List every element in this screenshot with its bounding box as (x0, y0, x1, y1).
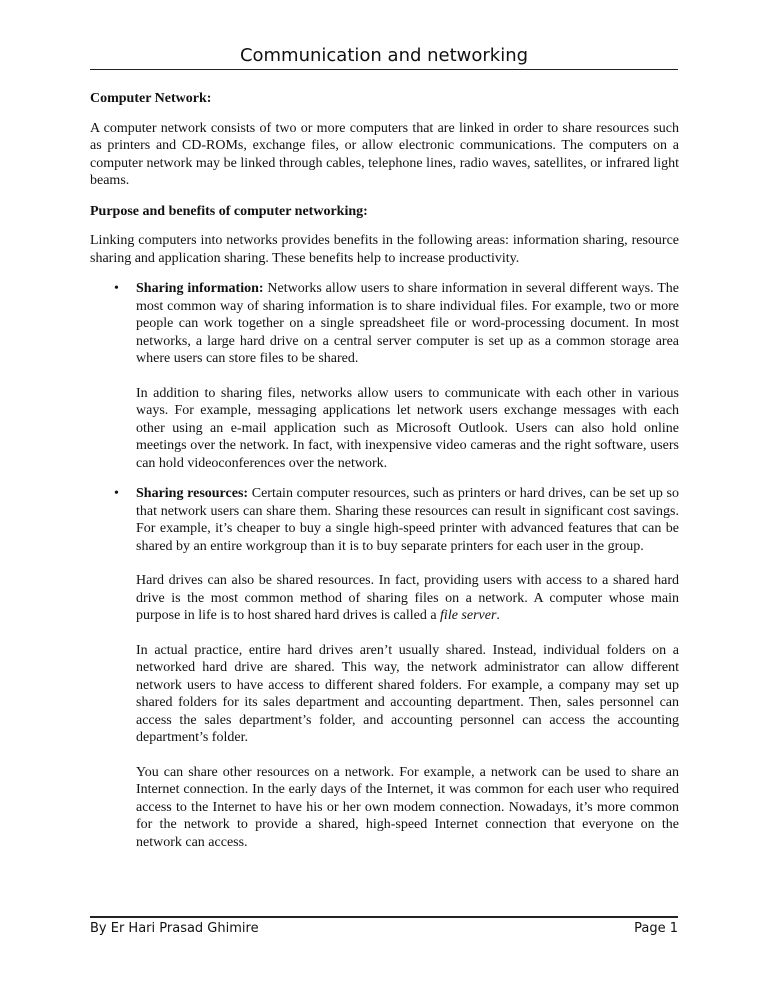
bullet-lead-text: Networks allow users to share information in several different ways. The most common way of sharing information is to share individual files. For example, two or more people can work together on a single spreadsheet file or word-processing document. In most networks, a large hard drive on a central server computer is set up as a common storage area where users can store files to be shared. (136, 281, 679, 366)
bullet-paragraph: In addition to sharing files, networks allow users to communicate with each other in various ways. For example, messaging applications let network users exchange messages with each other using an e-mail application such as Microsoft Outlook. Users can also hold online meetings over the network. In fact, with inexpensive video cameras and the right software, users can hold videoconferences over the network. (136, 385, 679, 471)
paragraph-end: . (496, 608, 500, 623)
header-divider (90, 69, 678, 70)
bullet-paragraph: In actual practice, entire hard drives aren’t usually shared. Instead, individual folders on a networked hard drive are shared. This way, the network administrator can allow different network users to have access to different shared folders. For example, a company may set up shared folders for its sales department and accounting department. Then, sales personnel can access the sales department’s folder, and accounting personnel can access the accounting department’s folder. (136, 642, 679, 745)
benefits-list (90, 280, 679, 851)
list-item-sharing-information (90, 280, 679, 472)
bullet-paragraph (136, 485, 679, 555)
footer-divider (90, 916, 678, 918)
document-body (90, 90, 679, 864)
bullet-paragraph: You can share other resources on a network. For example, a network can be used to share an Internet connection. In the early days of the Internet, it was common for each user who required access to the Internet to have his or her own modem connection. Nowadays, it’s more common for the network to provide a shared, high-speed Internet connection that everyone on the network can access. (136, 764, 679, 850)
paragraph-text: Hard drives can also be shared resources. In fact, providing users with access to a shared hard drive is the most common method of sharing files on a network. A computer whose main purpose in life is to host shared hard drives is called a (136, 573, 679, 623)
paragraph-computer-network: A computer network consists of two or more computers that are linked in order to share resources such as printers and CD-ROMs, exchange files, or allow electronic communications. The computers on a computer network may be linked through cables, telephone lines, radio waves, satellites, or infrared light beams. (90, 120, 679, 188)
section-heading-purpose-benefits: Purpose and benefits of computer networking: (90, 203, 368, 219)
page-header-title: Communication and networking (239, 45, 529, 66)
bullet-lead-text: Certain computer resources, such as printers or hard drives, can be set up so that network users can share them. Sharing these resources can result in significant cost savings. For example, it’s cheaper to buy a single high-speed printer with advanced features that can be shared by an entire workgroup than it is to buy separate printers for each user in the group. (136, 486, 680, 554)
bullet-icon: • (114, 281, 119, 296)
list-item-sharing-resources (90, 485, 679, 851)
bullet-term: Sharing resources: (136, 486, 249, 501)
footer-author: By Er Hari Prasad Ghimire (90, 921, 259, 936)
footer-page-number: Page 1 (634, 921, 678, 936)
bullet-paragraph (136, 280, 679, 368)
bullet-term: Sharing information: (136, 281, 264, 296)
section-heading-computer-network: Computer Network: (90, 91, 212, 106)
file-server-term: file server (440, 608, 497, 623)
bullet-icon: • (114, 486, 119, 501)
bullet-paragraph (136, 572, 679, 625)
paragraph-intro: Linking computers into networks provides benefits in the following areas: information sharing, resource sharing and application sharing. These benefits help to increase productivity. (90, 233, 679, 266)
